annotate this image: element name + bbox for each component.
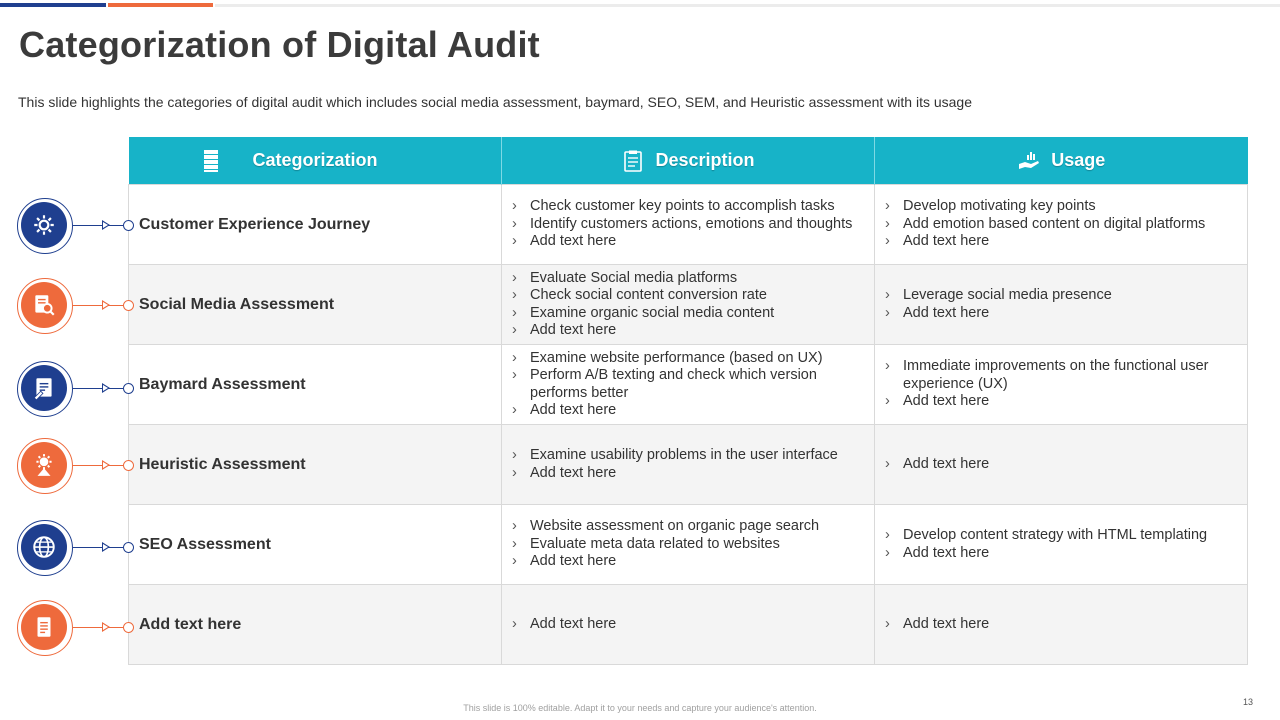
usage-cell [875, 265, 1248, 345]
description-item: › Perform A/B texting and check which version performs better [530, 367, 864, 402]
row-marker-add-text [17, 600, 137, 656]
usage-item: › Add text here [903, 616, 1237, 634]
description-cell [502, 345, 875, 425]
category-cell: Customer Experience Journey [129, 185, 502, 265]
description-item: › Add text here [530, 233, 864, 251]
document-search-icon [21, 282, 67, 328]
slide-title: Categorization of Digital Audit [19, 24, 540, 65]
usage-cell [875, 185, 1248, 265]
description-item: › Check social content conversion rate [530, 287, 864, 305]
top-accent-bar-blue [0, 3, 106, 7]
gear-cycle-icon [21, 202, 67, 248]
table-header-row [129, 137, 1248, 185]
category-cell: Baymard Assessment [129, 345, 502, 425]
clipboard-icon [621, 149, 645, 173]
hand-chart-icon [1017, 149, 1041, 173]
usage-cell [875, 425, 1248, 505]
category-cell: SEO Assessment [129, 505, 502, 585]
header-usage-label: Usage [1051, 150, 1106, 170]
usage-item: › Add text here [903, 305, 1237, 323]
usage-item: › Develop content strategy with HTML templating [903, 527, 1237, 545]
description-item: › Evaluate meta data related to websites [530, 536, 864, 554]
checklist-pen-icon [21, 365, 67, 411]
usage-item: › Add emotion based content on digital platforms [903, 216, 1237, 234]
category-cell: Social Media Assessment [129, 265, 502, 345]
row-marker-heuristic [17, 438, 137, 494]
description-item: › Add text here [530, 322, 864, 340]
usage-item: › Add text here [903, 545, 1237, 563]
header-categorization-label: Categorization [252, 150, 378, 170]
globe-icon [21, 524, 67, 570]
row-marker-social-media [17, 278, 137, 334]
table-row [129, 505, 1248, 585]
description-item: › Check customer key points to accomplish tasks [530, 198, 864, 216]
usage-cell [875, 505, 1248, 585]
category-cell: Heuristic Assessment [129, 425, 502, 505]
row-marker-customer-experience [17, 198, 137, 254]
description-cell [502, 265, 875, 345]
table-row [129, 345, 1248, 425]
slide-subtitle: This slide highlights the categories of digital audit which includes social media assessment, baymard, SEO, SEM, and Heuristic assessment with its usage [18, 94, 973, 110]
usage-item: › Immediate improvements on the functional user experience (UX) [903, 358, 1237, 393]
row-marker-baymard [17, 361, 137, 417]
description-item: › Website assessment on organic page search [530, 518, 864, 536]
table-row [129, 585, 1248, 665]
description-item: › Examine website performance (based on UX) [530, 350, 864, 368]
table-row [129, 185, 1248, 265]
category-cell: Add text here [129, 585, 502, 665]
description-cell [502, 505, 875, 585]
table-row [129, 265, 1248, 345]
usage-item: › Add text here [903, 456, 1237, 474]
description-cell [502, 425, 875, 505]
usage-item: › Add text here [903, 393, 1237, 411]
usage-cell [875, 585, 1248, 665]
user-gear-icon [21, 442, 67, 488]
header-description [502, 137, 875, 185]
audit-table [128, 137, 1248, 665]
header-usage [875, 137, 1248, 185]
header-description-label: Description [655, 150, 755, 170]
usage-cell [875, 345, 1248, 425]
description-item: › Identify customers actions, emotions and thoughts [530, 216, 864, 234]
usage-item: › Develop motivating key points [903, 198, 1237, 216]
description-item: › Evaluate Social media platforms [530, 270, 864, 288]
description-item: › Add text here [530, 616, 864, 634]
description-cell [502, 585, 875, 665]
page-number: 13 [1242, 697, 1253, 707]
usage-item: › Leverage social media presence [903, 287, 1237, 305]
table-row [129, 425, 1248, 505]
row-marker-seo [17, 520, 137, 576]
server-stack-icon [199, 149, 223, 173]
description-item: › Add text here [530, 402, 864, 420]
description-item: › Add text here [530, 465, 864, 483]
header-categorization [129, 137, 502, 185]
description-item: › Examine usability problems in the user interface [530, 447, 864, 465]
slide-footer: This slide is 100% editable. Adapt it to your needs and capture your audience's attention. [463, 703, 817, 713]
top-accent-bar-gray [215, 4, 1280, 7]
description-item: › Examine organic social media content [530, 305, 864, 323]
description-cell [502, 185, 875, 265]
top-accent-bar-orange [108, 3, 213, 7]
document-icon [21, 604, 67, 650]
usage-item: › Add text here [903, 233, 1237, 251]
description-item: › Add text here [530, 553, 864, 571]
